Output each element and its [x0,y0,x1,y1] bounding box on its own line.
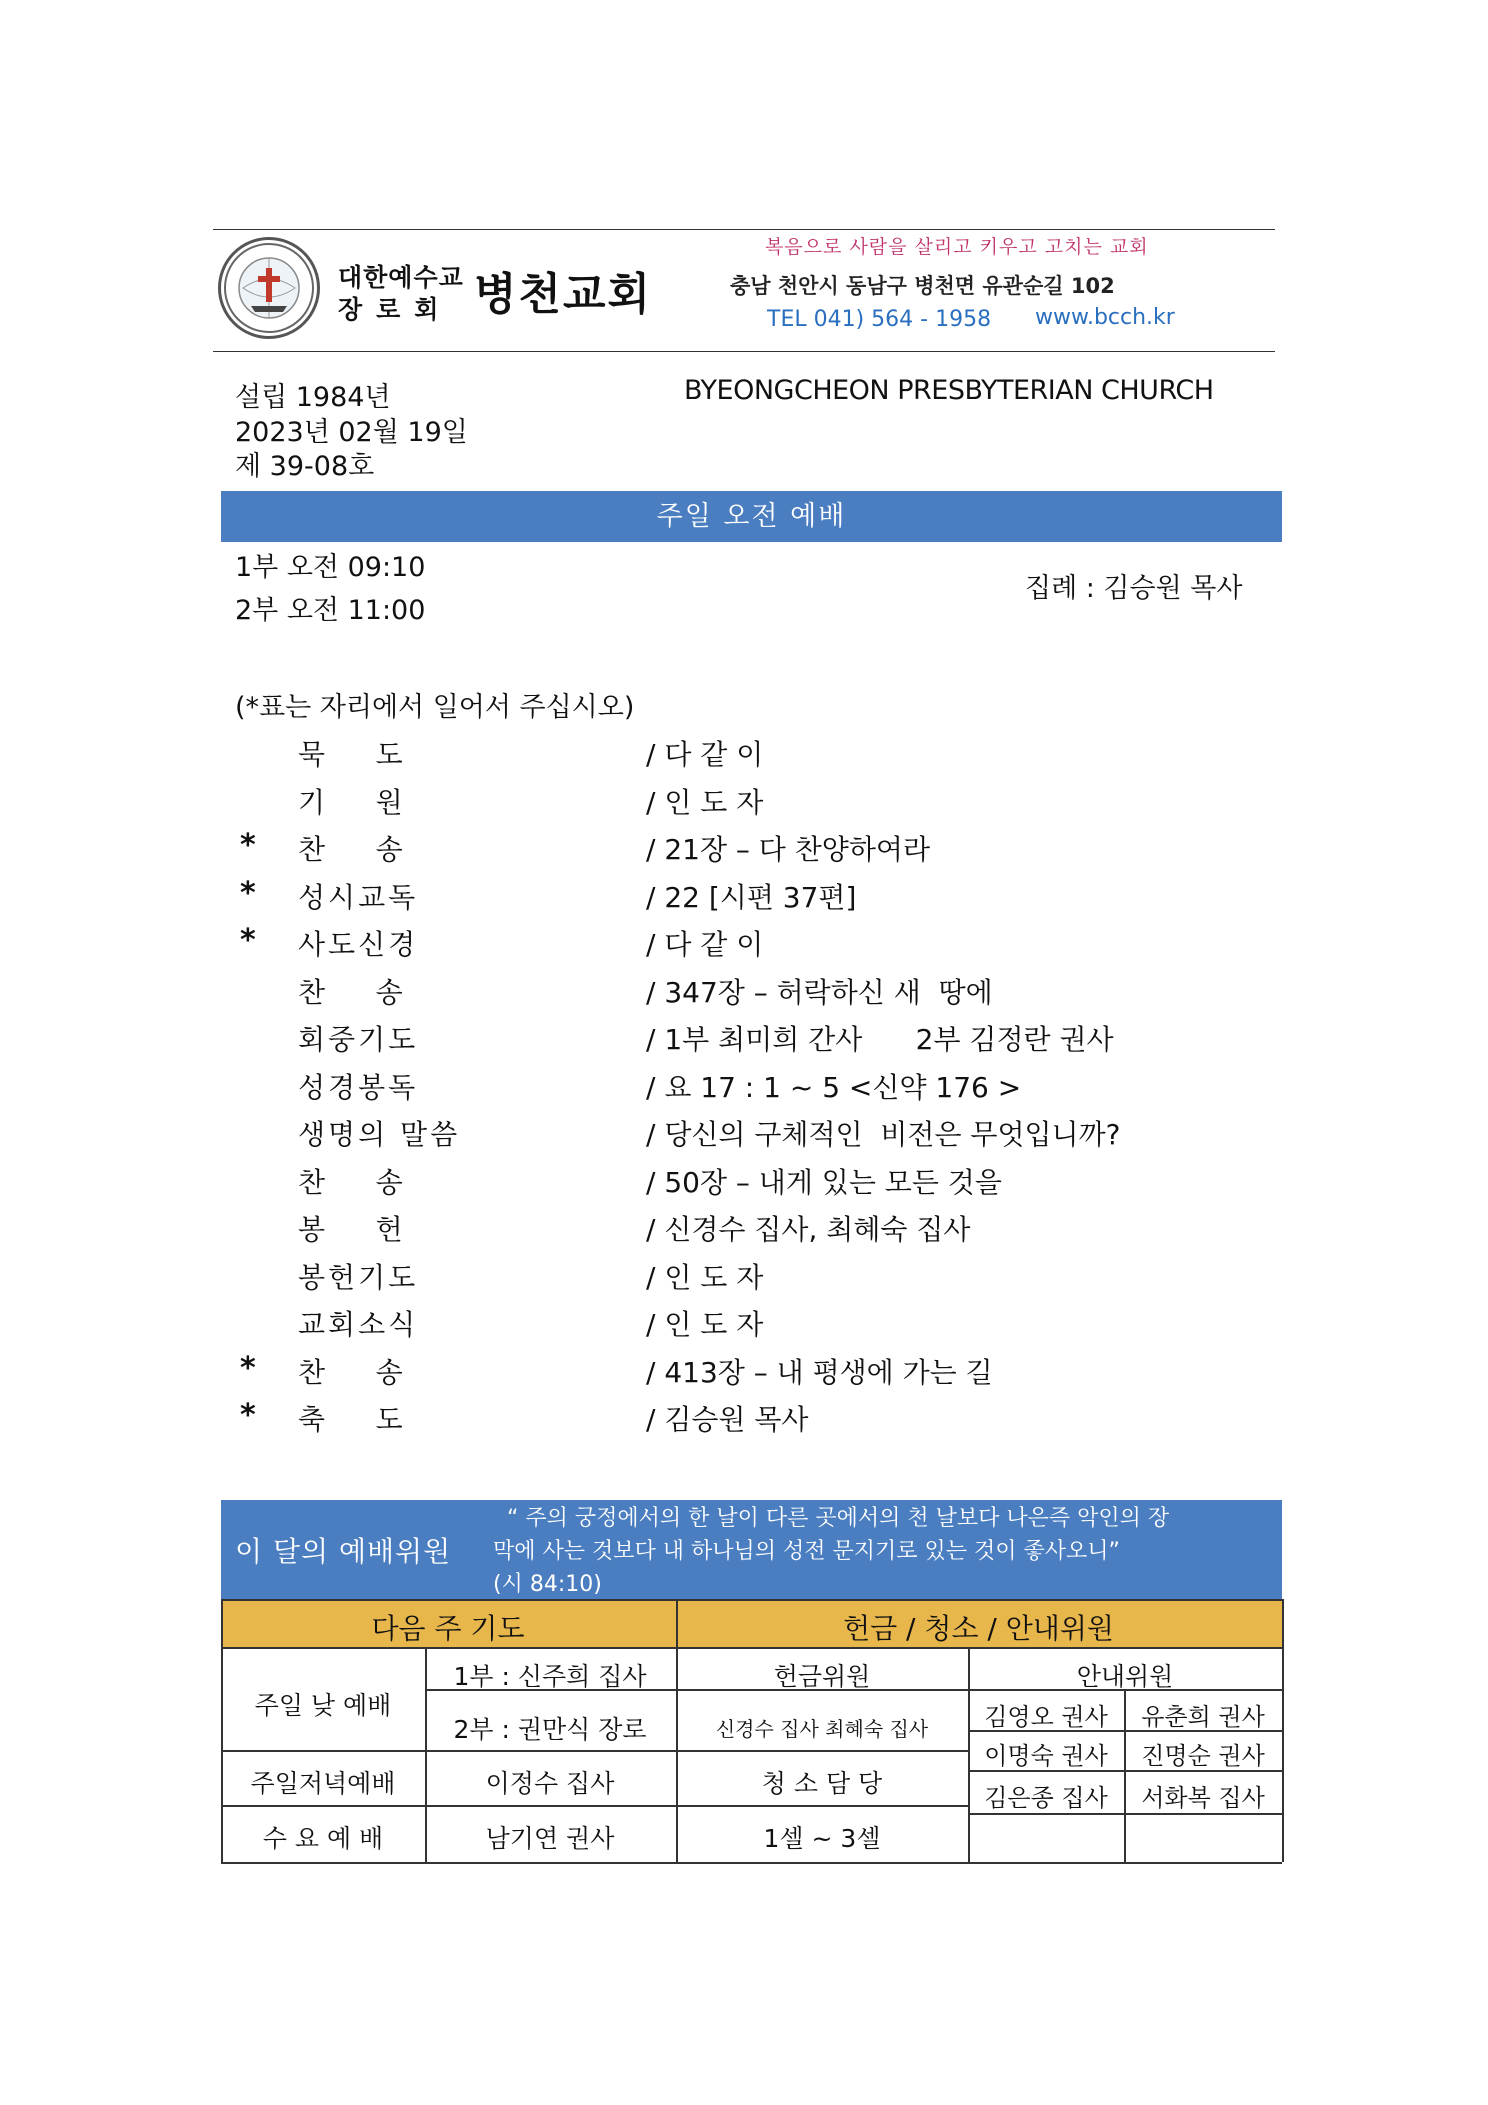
verse-line-1: “ 주의 궁정에서의 한 날이 다른 곳에서의 천 날보다 나은즉 악인의 장 [507,1506,1170,1531]
row-wednesday-label: 수 요 예 배 [262,1824,384,1853]
offering-committee-members: 신경수 집사 최혜숙 집사 [715,1717,929,1741]
table-rule [221,1647,1282,1649]
bulletin-date: 2023년 02월 19일 [235,417,468,448]
committee-title: 이 달의 예배위원 [235,1535,452,1568]
order-item-value: / 413장 – 내 평생에 가는 길 [646,1355,993,1389]
order-item-value: / 인 도 자 [646,1308,764,1341]
committee-header [221,1500,1282,1599]
order-item-value: / 요 17 : 1 ~ 5 <신약 176 > [646,1070,1022,1104]
col-prayer-header: 다음 주 기도 [371,1612,525,1645]
usher-committee-header: 안내위원 [1076,1662,1174,1691]
standing-note: (*표는 자리에서 일어서 주십시오) [235,692,635,723]
order-item-name: 봉 헌 [298,1213,406,1246]
issue-number: 제 39-08호 [235,451,375,482]
col-offering-header: 헌금 / 청소 / 안내위원 [843,1612,1114,1645]
table-rule [1282,1599,1284,1862]
usher-name: 진명순 권사 [1141,1742,1265,1770]
standing-marker: * [240,1398,256,1433]
service-title-bar: 주일 오전 예배 [221,491,1282,542]
church-logo [218,237,320,339]
order-item-value: / 당신의 구체적인 비전은 무엇입니까? [646,1118,1121,1151]
row-sunday-day-label: 주일 낮 예배 [254,1691,392,1720]
order-item-value: / 50장 – 내게 있는 모든 것을 [646,1165,1002,1199]
founded-year: 설립 1984년 [235,382,391,413]
order-item-name: 찬 송 [298,1165,406,1199]
usher-name: 유춘희 권사 [1141,1703,1265,1731]
table-rule [221,1805,968,1807]
service-time-1: 1부 오전 09:10 [235,552,426,583]
order-item-value: / 인 도 자 [646,785,764,819]
header-bottom-rule [213,351,1275,352]
order-item-name: 찬 송 [298,1355,406,1389]
church-address: 충남 천안시 동남구 병천면 유관순길 102 [730,274,1115,298]
usher-name: 이명숙 권사 [984,1742,1108,1770]
order-item-name: 기 원 [298,785,406,819]
row-sunday-day-prayer-2: 2부 : 권만식 장로 [453,1715,647,1744]
church-website: www.bcch.kr [1035,305,1175,330]
order-item-name: 축 도 [298,1403,406,1436]
order-item-name: 찬 송 [298,833,406,866]
standing-marker: * [240,923,256,958]
english-church-name: BYEONGCHEON PRESBYTERIAN CHURCH [684,375,1214,406]
order-item-name: 성시교독 [298,880,419,914]
standing-marker: * [240,1350,256,1386]
usher-name: 김은종 집사 [984,1784,1108,1812]
order-item-value: / 347장 – 허락하신 새 땅에 [646,975,993,1009]
order-item-value: / 인 도 자 [646,1260,764,1294]
scripture-verse [493,1502,1273,1601]
order-item-name: 생명의 말씀 [298,1118,461,1151]
usher-name: 서화복 집사 [1141,1784,1265,1812]
row-wednesday-prayer: 남기연 권사 [485,1824,615,1853]
service-time-2: 2부 오전 11:00 [235,595,426,626]
denomination-line1: 대한예수교 [338,263,464,292]
order-item-name: 성경봉독 [298,1070,419,1104]
table-rule [221,1750,968,1752]
row-sunday-evening-label: 주일저녁예배 [250,1769,396,1798]
offering-committee-header: 헌금위원 [773,1662,871,1691]
order-item-value: / 다 같 이 [646,738,764,771]
standing-marker: * [240,875,256,911]
usher-name: 김영오 권사 [984,1703,1108,1731]
order-item-value: / 21장 – 다 찬양하여라 [646,833,931,866]
officiant: 집례 : 김승원 목사 [1025,573,1243,604]
church-name: 병천교회 [474,269,653,320]
order-item-value: / 신경수 집사, 최혜숙 집사 [646,1213,971,1246]
verse-line-2: 막에 사는 것보다 내 하나님의 성전 문지기로 있는 것이 좋사오니” [493,1539,1120,1564]
order-item-name: 묵 도 [298,738,406,771]
denomination-line2: 장로회 [338,295,453,324]
order-item-name: 교회소식 [298,1308,419,1341]
order-item-name: 봉헌기도 [298,1260,419,1294]
order-item-value: / 22 [시편 37편] [646,880,857,914]
table-rule [221,1599,1282,1601]
order-item-value: / 1부 최미희 간사 2부 김정란 권사 [646,1023,1114,1056]
order-item-value: / 다 같 이 [646,928,764,961]
order-item-name: 사도신경 [298,928,419,961]
order-item-name: 찬 송 [298,975,406,1009]
row-sunday-day-prayer-1: 1부 : 신주희 집사 [453,1662,647,1691]
table-rule [221,1862,1282,1864]
row-sunday-evening-prayer: 이정수 집사 [485,1769,615,1798]
church-motto: 복음으로 사람을 살리고 키우고 고치는 교회 [765,236,1149,258]
standing-marker: * [240,828,256,863]
order-item-name: 회중기도 [298,1023,419,1056]
verse-reference: (시 84:10) [493,1572,602,1597]
committee-column-header [221,1599,1282,1647]
order-item-value: / 김승원 목사 [646,1403,809,1436]
cleaning-duty-label: 청 소 담 당 [761,1769,883,1798]
cleaning-cells: 1셀 ~ 3셀 [763,1824,881,1853]
header-top-rule [213,229,1275,230]
church-tel: TEL 041) 564 - 1958 [767,307,992,332]
